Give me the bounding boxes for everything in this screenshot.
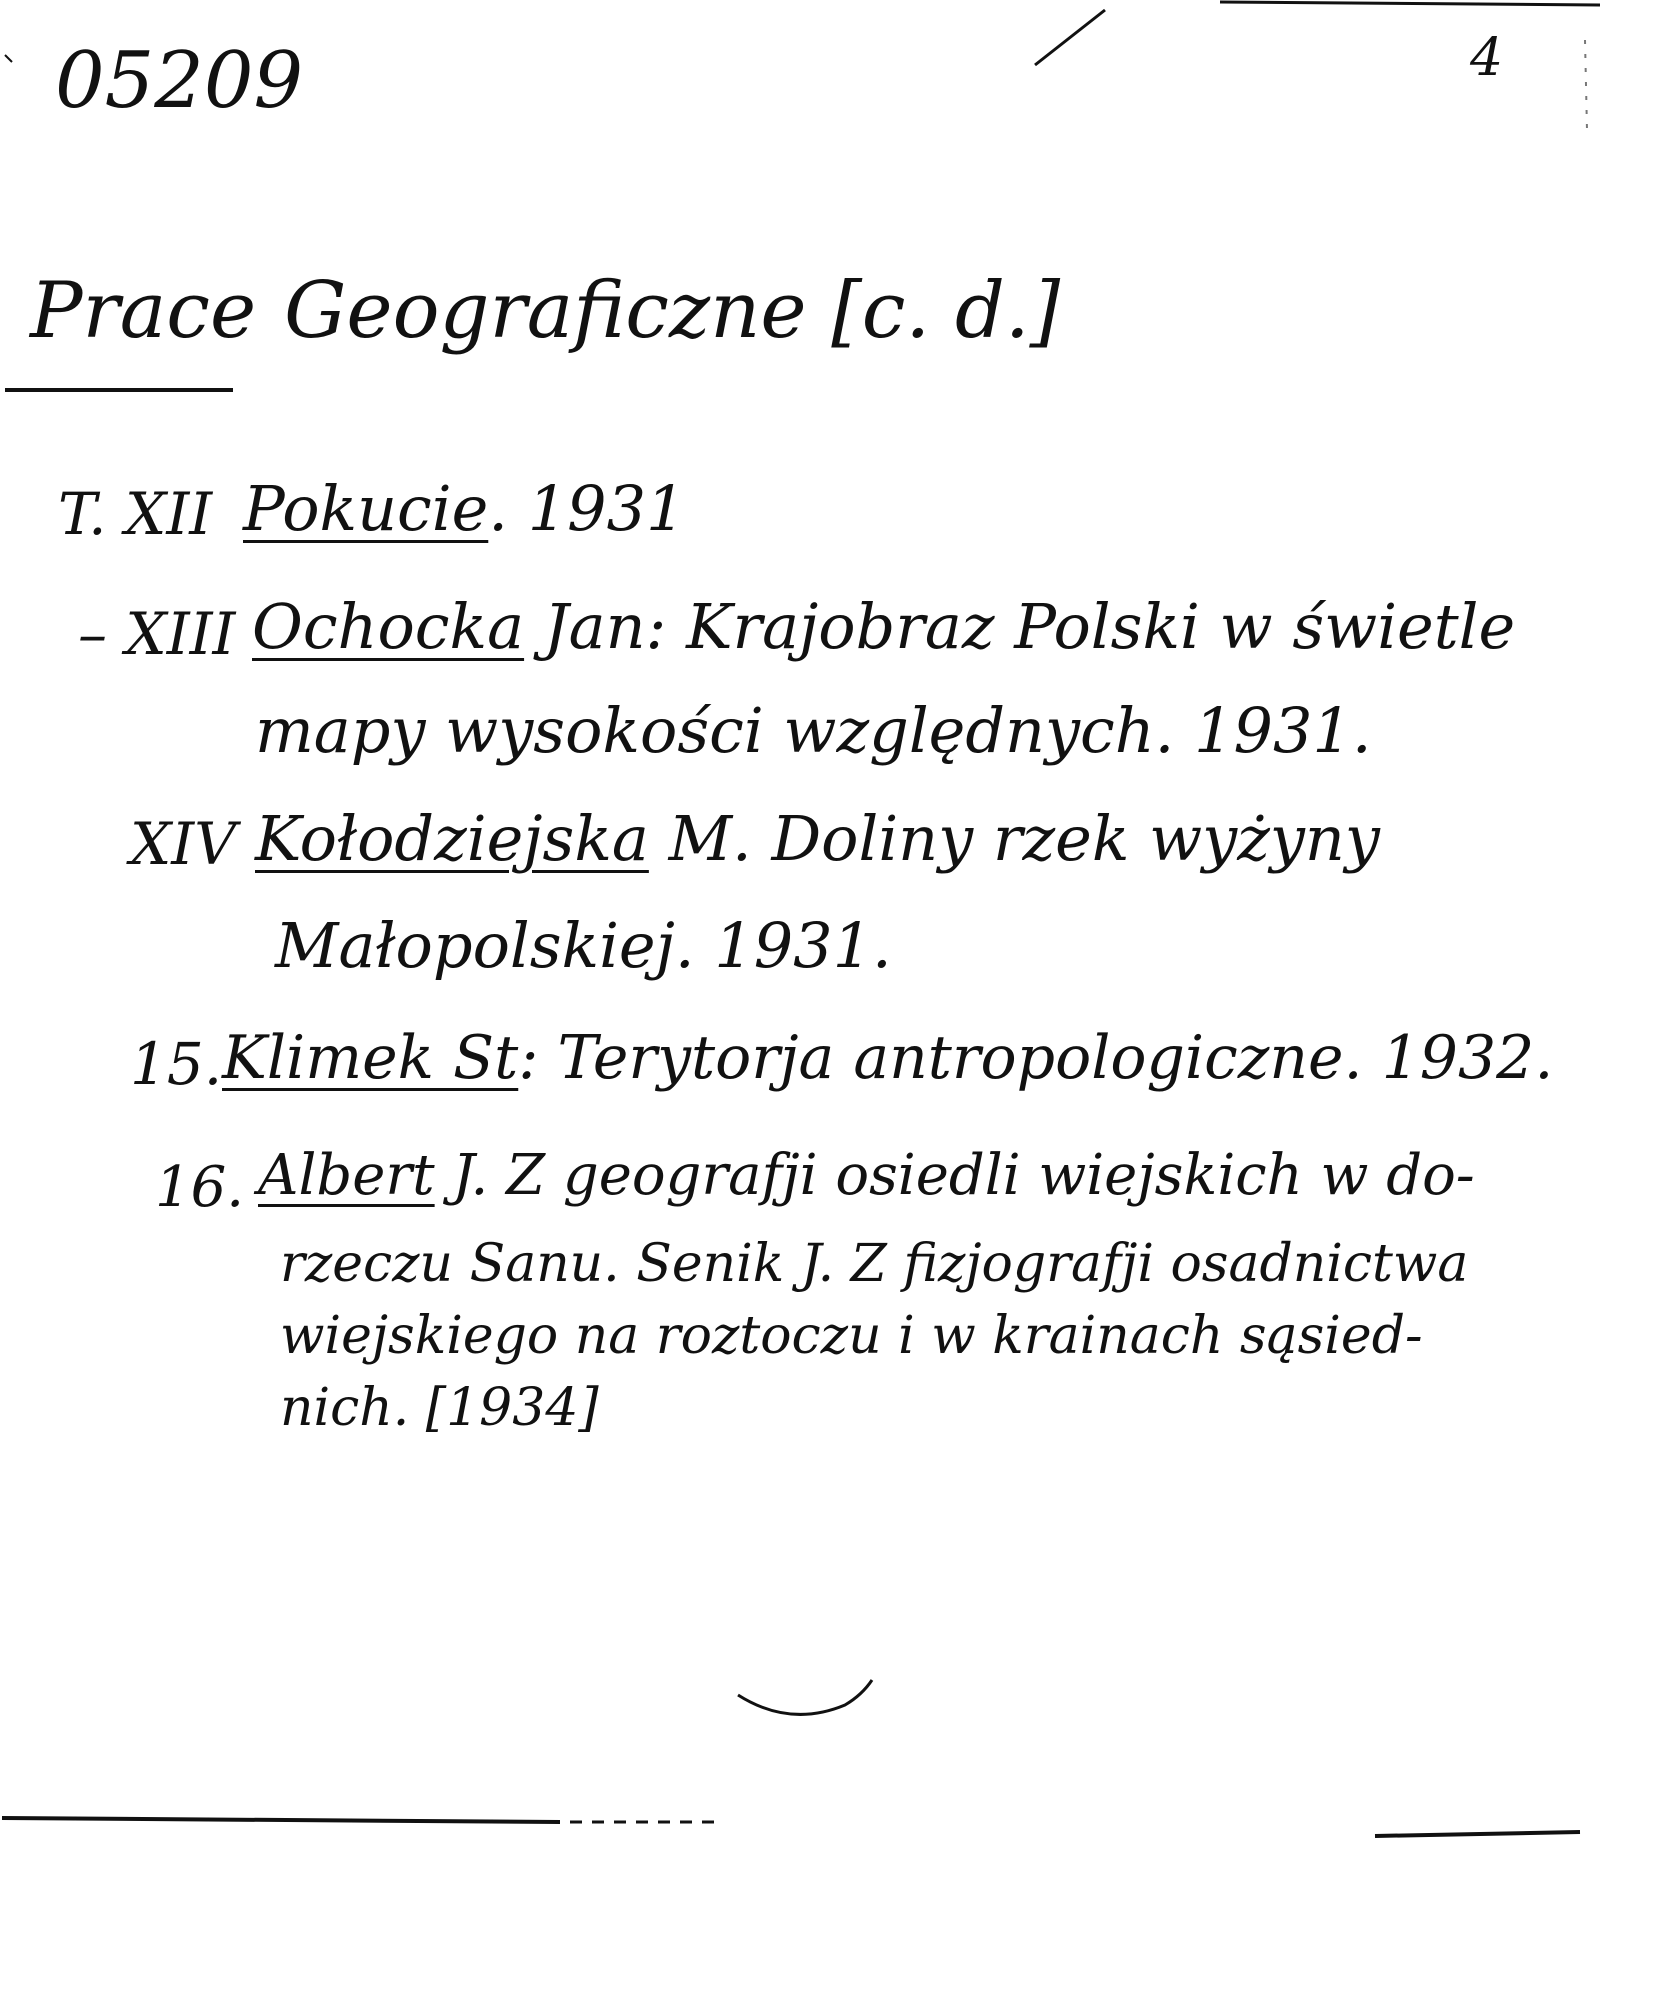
entry-line: Małopolskiej. 1931.	[275, 909, 892, 982]
entry-line: nich. [1934]	[280, 1378, 599, 1438]
entry-line	[258, 1143, 1475, 1208]
entry-author-underlined: Albert	[258, 1143, 435, 1208]
entry-line: wiejskiego na roztoczu i w krainach sąsied-	[280, 1306, 1423, 1366]
entry-author-underlined: Pokucie	[243, 472, 489, 545]
top-edge-line	[1220, 2, 1600, 5]
title-underlined: Prace	[30, 266, 257, 356]
entry-line	[252, 590, 1516, 663]
catalog-number: 05209	[55, 36, 304, 126]
entry-text: : Terytorja antropologiczne. 1932.	[518, 1023, 1554, 1093]
corner-pen-stroke	[1035, 10, 1105, 65]
entry-author-underlined: Ochocka	[252, 590, 525, 663]
entry-number: – XIII	[78, 600, 236, 668]
entry-line	[255, 802, 1380, 875]
bottom-curve-stroke	[738, 1680, 872, 1714]
entry-line	[222, 1023, 1554, 1093]
bottom-edge-line-right	[1375, 1832, 1580, 1836]
entry-text: Jan: Krajobraz Polski w świetle	[524, 590, 1516, 663]
entry-line	[243, 472, 686, 545]
entry-text: . 1931	[488, 472, 686, 545]
bottom-edge-line-left	[2, 1818, 560, 1822]
page-number: 4	[1470, 28, 1504, 88]
entry-number: XIV	[130, 810, 237, 878]
entry-line: rzeczu Sanu. Senik J. Z fizjografji osadnictwa	[280, 1234, 1469, 1294]
entry-text: M. Doliny rzek wyżyny	[648, 802, 1380, 875]
right-edge-dots	[1585, 40, 1587, 130]
entry-text: J. Z geografji osiedli wiejskich w do-	[434, 1143, 1475, 1208]
entry-line: mapy wysokości względnych. 1931.	[255, 694, 1372, 767]
corner-tick	[5, 55, 12, 62]
title-underline	[5, 388, 233, 392]
entry-author-underlined: Klimek St	[222, 1023, 519, 1093]
entry-number: T. XII	[58, 480, 213, 548]
card-title	[30, 266, 1061, 356]
entry-author-underlined: Kołodziejska	[255, 802, 649, 875]
entry-number: 16.	[155, 1155, 245, 1220]
entry-number: 15.	[130, 1030, 223, 1098]
title-rest: Geograficzne [c. d.]	[284, 266, 1061, 356]
